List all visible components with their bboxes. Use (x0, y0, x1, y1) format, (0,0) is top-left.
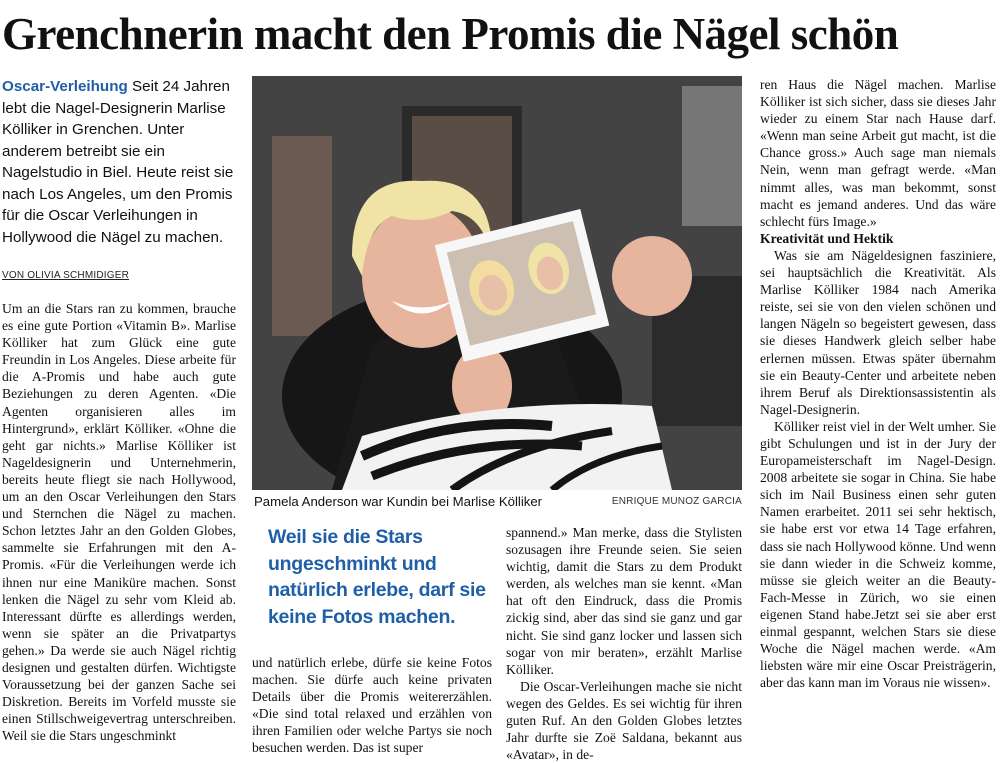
photo-illustration (252, 76, 742, 490)
article-photo (252, 76, 742, 490)
caption-text: Pamela Anderson war Kundin bei Marlise Kölliker (254, 494, 543, 509)
column-4-paragraph-3: Kölliker reist viel in der Welt umher. Sie gibt Schulungen und ist in der Jury der Europameisterschaft im Nagel-Design. 2008 arbeitete sie sogar in China. Sie habe sich im Nail Business einen sehr guten Namen erarbeitet. 2011 sei sehr hektisch, sie habe erst vor etwa 14 Tage erfahren, dass sie nach Hollywood könne. Und wenn sie dann wieder in die Schweiz komme, müsse sie gleich weiter an die Beauty-Fach-Messe in Zürich, wo sie einen eigenen Stand habe.Jetzt sei sie aber erst einmal gespannt, welchen Stars sie diese Woche die Nägel machen werde. «Am liebsten wäre mir eine Oscar Preisträgerin, aber das kann man im Voraus nie wissen». (760, 418, 996, 691)
lead-kicker: Oscar-Verleihung (2, 78, 128, 95)
column-1-text: Um an die Stars ran zu kommen, brauche es eine gute Portion «Vitamin B». Marlise Kölliker hat zum Glück eine gute Freundin in Los Angeles. Diese arbeite für die A-Promis und habe auch gute Beziehungen zu deren Agenten. «Die Agenten organisieren alles im Hintergrund», erklärt Kölliker. «Ohne die geht gar nichts.» Marlise Kölliker ist Nageldesignerin und Unternehmerin, bereits heute fliegt sie nach Hollywood, um an den Oscar Verleihungen den Stars und Sternchen die Nägel zu machen. Schon letztes Jahr an den Golden Globes, sammelte sie Erfahrungen mit den A-Promis. «Für die Verleihungen werde ich ihnen nur eine Maniküre machen. Sonst lenken die Nägel zu sehr vom Kleid ab. Interessant dürfte es allerdings werden, wenn sie später an die Privatpartys gehen.» Da werde sie auch Nägel richtig designen und gestalten dürfen. Wichtigste Voraussetzung bei der ganzen Sache sei Diskretion. Bereits im Vorfeld musste sie einen Stillschweigevertrag unterschreiben. Weil sie die Stars ungeschminkt (2, 301, 236, 744)
lead-text: Seit 24 Jahren lebt die Nagel-Designerin Marlise Kölliker in Grenchen. Unter anderem betreibt sie ein Nagelstudio in Biel. Heute reist sie nach Los Angeles, um den Promis für die Oscar Verleihungen in Hollywood die Nägel zu machen. (2, 78, 234, 246)
article-column-3 (506, 524, 742, 763)
headline: Grenchnerin macht den Promis die Nägel schön (2, 9, 899, 59)
byline: VON OLIVIA SCHMIDIGER (2, 270, 130, 281)
article-column-4 (760, 76, 996, 691)
column-4-subhead: Kreativität und Hektik (760, 230, 894, 246)
column-4-paragraph-2: Was sie am Nägeldesignen fasziniere, sei hauptsächlich die Kreativität. Als Marlise Kölliker 1984 nach Amerika reiste, sei sie von den vielen schönen und langen Nägeln so begeistert gewesen, dass sie dieses Handwerk gleich selber habe erlernen müssen. Etwas später übernahm sie ein Beauty-Center und arbeitete neben ihrem Beruf als Direktionsassistentin als Nagel-Designerin. (760, 247, 996, 417)
lead-paragraph (2, 76, 234, 248)
column-4-paragraph-1: ren Haus die Nägel machen. Marlise Kölliker ist sich sicher, dass sie dieses Jahr wieder zu einem Star nach Hause darf. «Wenn man seine Arbeit gut macht, ist die Chance gross.» Auch sage man niemals Nein, wenn man gefragt werde. «Man nimmt alles, was man bekommt, sonst macht es jemand anderes. Und das wäre schlecht fürs Image.» (760, 77, 996, 229)
column-3-paragraph-2: Die Oscar-Verleihungen mache sie nicht wegen des Geldes. Es sei wichtig für ihren guten Ruf. An den Golden Globes letztes Jahr durfte sie Zoë Saldana, bekannt aus «Avatar», in de- (506, 678, 742, 763)
column-3-text: spannend.» Man merke, dass die Stylisten sozusagen ihre Freunde seien. Sie seien wichtig, damit die Stars zu dem Produkt werden, als welches man sie kennt. «Man hat oft den Eindruck, dass die Promis zickig sind, aber das sind sie ganz und gar nicht. Sie sind ganz locker und lassen sich sogar von mir beraten», erzählt Marlise Kölliker. (506, 525, 742, 677)
article-column-2 (252, 654, 492, 757)
photo-credit: ENRIQUE MUNOZ GARCIA (611, 496, 742, 507)
article-column-1 (2, 300, 236, 744)
column-2-text: und natürlich erlebe, dürfe sie keine Fotos machen. Sie dürfe auch keine privaten Details über die Promis weitererzählen. «Die sind total relaxed und erzählen von ihren Familien oder welche Partys sie noch besuchen werden. Das ist super (252, 655, 492, 756)
photo-caption (252, 494, 742, 512)
pull-quote: Weil sie die Stars ungeschminkt und natürlich erlebe, darf sie keine Fotos machen. (268, 526, 486, 628)
